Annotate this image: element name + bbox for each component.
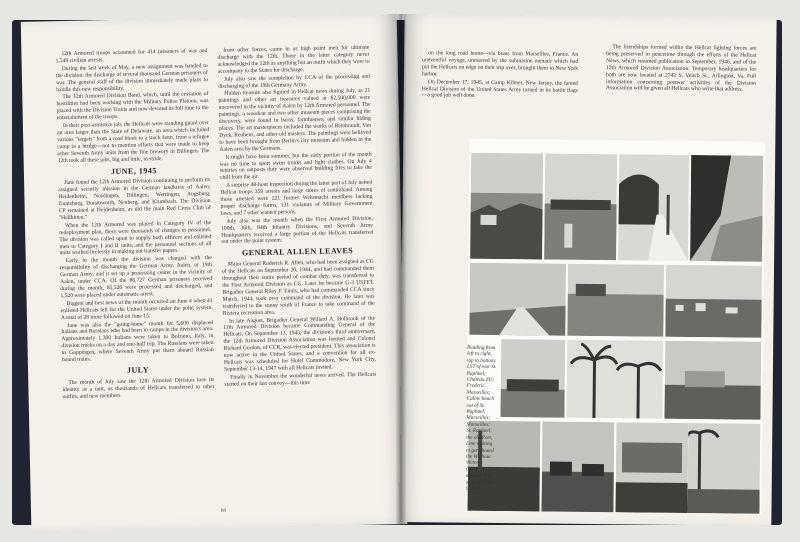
section-heading-june: JUNE, 1945 — [110, 165, 157, 176]
photo-port-town — [664, 341, 761, 420]
paragraph: Hidden treasure also figured in Hellcat news during July, as 21 paintings and other art treasures valued at $2,500,000 were uncovered in the vicinity of Aalen by 12th Armored personnel. The paintings, a woodcut and two other museum pieces comprising the discovery, were found in barns, farmhouses, and similar hiding places. The art masterpieces included the works of Rembrandt, Van Dyck, Reubens, and other old masters. The paintings were believed to have been brought from Berlin's city museum and hidden in the Aalen area by the Germans. — [218, 88, 372, 153]
paragraph: It might have been summer, but the early portion of the month was no time to sport swim trunks and light clothes. On July 4 sentries on outposts duty were observed building fires to take the chill from the air. — [219, 151, 372, 182]
paragraph: A surprise 48-hour inspection during the latter part of July netted Hellcat troops 359 arrests and large stores of contraband. Among those arrested were 221 former Wehrmacht members lacking proper discharge forms, 131 violators of Military Government laws, and 7 other wanted persons. — [220, 179, 373, 217]
paragraph: The friendships formed within the Hellcat fighting forces are being preserved in peacetime through the efforts of the Hellcat News, which resumed publication in September, 1946, and of the 12th Armored Division Association. Temporary headquarters for both are now located at 2742 S. Veitch St., Arlington, Va. Full information concerning postwar activities of the Division Association will be given all Hellcats who write that address. — [605, 44, 757, 93]
paragraph: from other forces, came in as high point men for ultimate discharge with the 12th. Those in the latter category never acknowledged the 12th as anything but an outfit which they were to accompany to the States for discharge. — [217, 44, 370, 75]
paragraph: on the long road home—via boats from Marseilles, France. An uneventful voyage, unmarred by the submarine menace which had put the Hellcats on edge on their trip over, brought them to New York harbor. — [422, 50, 579, 78]
paragraph: Early in the month the division was charged with the responsibility of discharging the German Army. Aalen, or 19th German Army, and it set up a processing center in the vicinity of Aalen, under CCA. Of the 86,727 German prisoners received during the month, 85,526 were processed and discharged, and 1,520 were placed under automatic arrest. — [59, 255, 213, 300]
paragraph: Major General Roderick R. Allen, who had been assigned as CG of the Hellcats on September 20, 1944, and had commanded them throughout their entire period of combat duty, was transferred to the First Armored Division as CG. Later he became G-3 USFET. Brigadier General Riley F. Ennis, who had commanded CCA since March, 1944, took over command of the division. He later was transferred to the sunny south of France to take command of the Riviera recreation area. — [221, 258, 375, 317]
paragraph: July also saw the completion by CCA of the processing and discharging of the 19th Germany Army. — [218, 73, 371, 90]
paragraph: June was also the "going-home" month for 5,600 displaced Italians and Russians who had been in camps in the division's area. Approximately 1,300 Italians were taken to Bolzano, Italy, in division trucks on a day and one-half trip. The Russians were taken to Goppingen, where Seventh Army put them aboard Russian bound trains. — [61, 319, 214, 364]
photo-caption: Reading from left to right, top to bottom: LST of war St. Raphael; Chateau ZU; Frederic Marseilles; Caline beach cut of St. Raphael; Marseilles; Marseilles; St. Raphael; the old Port, Line waiting to get aboard the Wichour Victory; Coming aboard; the waterfront at Cannes. — [465, 344, 497, 492]
section-heading-general-allen: GENERAL ALLEN LEAVES — [241, 246, 354, 258]
photo-harbor — [544, 153, 617, 260]
paragraph: During the last week of May, a new assignment was handed to the division: the discharge of several thousand German prisoners of war. The general staff of the division immediately made plans to handle this new responsibility. — [55, 62, 209, 93]
paragraph: Biggest and best news of the month occurred on June 4 when 41 enlisted Hellcats left for the United States under the point system. A total of 28 more followed on June 15. — [60, 297, 213, 321]
photo-city-overlook — [665, 265, 762, 338]
photo-collage — [465, 139, 765, 514]
page-number: 88 — [220, 508, 227, 514]
left-column-1 — [55, 48, 214, 402]
photo-palm-trees — [566, 340, 663, 419]
paragraph: In late August, Brigadier General Willard A. Holbrook of the 11th Armored Division became Commanding General of the Hellcats. On September 13, 1945, the division's third anniversary, the 12th Armored Division Association was formed and Colonel Richard Gordon, of CCR, was elected president. This association is now active in the United States, and a convention for all ex-Hellcats was scheduled for Hotel Commodore, New York City, September 13-14, 1947 with all Hellcats invited. — [223, 315, 376, 373]
photo-coastal-town — [470, 153, 543, 260]
photo-tree-lined-road — [618, 154, 689, 261]
right-column-2 — [606, 44, 757, 95]
paragraph: In their post-armistice job, the Hellcats were standing guard over an area larger than the State of Delaware, an area which included various "targets" from a road block to a stock farm, from a refugee camp to a bridge—not to mention efforts that were made to keep other Seventh Army units from the fine brewery in Dillingen. The 12th took all these jobs, big and little, in stride. — [57, 120, 210, 164]
paragraph: The 12th Armored Division Band, which, until the cessation of hostilities had been working with the Military Police Platoon, was placed with the Division Trains and now devoted its full time to the entertainment of the troops. — [56, 91, 209, 122]
photo-road-landscape — [469, 263, 566, 336]
paragraph: On December 17, 1945, at Camp Kilmer, New Jersey, the famed Hellcat Division of the United States Army turned in its battle flags—a good job well done. — [421, 78, 578, 100]
left-page — [21, 14, 408, 532]
photo-cliff-sea — [690, 155, 763, 262]
book-gutter — [396, 14, 406, 524]
paragraph: July also was the month when the First Armored Division, 100th, 36th, 84th Infantry Divisions, and Seventh Army Headquarters received a large portion of the Hellcats transferred out under the point system. — [221, 215, 374, 246]
photo-field — [567, 264, 664, 337]
paragraph: June found the 12th Armored Division continuing to perform its assigned security mission in the German landkreis of Aalen, Heidenheim, Nordingen, Dillingen, Wertingen, Augsburg, Guntsburg, Donauworth, Neuberg, and Krumbach. The Division CP remained at Heidenheim, as did the main Red Cross Club of "Hellkitten." — [58, 177, 211, 222]
paragraph: When the 12th Armored was placed in Category IV of the redeployment plan, there were thousands of changes in personnel. The division was called upon to supply both officers and enlisted men to Category I and II units, and the personnel sections of all units worked tirelessly in making out transfer papers. — [59, 219, 212, 257]
photo-troops-boarding — [615, 422, 688, 513]
paragraph: 12th Armored troops accounted for 414 prisoners of war and 1,549 civilian arrests. — [55, 48, 208, 65]
photo-waterfront — [500, 339, 565, 418]
paragraph: The month of July saw the 12th Armored Division lose its identity as a unit, as thousands of Hellcats transferred to other outfits, and new members — [62, 376, 215, 400]
section-heading-july: JULY — [126, 365, 150, 375]
photo-port-trucks — [541, 421, 614, 512]
paragraph: Finally in November the wonderful news arrived. The Hellcats started on their last convoy—this time — [224, 371, 377, 388]
right-column-1 — [422, 50, 579, 102]
right-page — [399, 14, 776, 526]
photo-cannes-waterfront — [687, 423, 760, 514]
left-column-2 — [217, 45, 376, 390]
